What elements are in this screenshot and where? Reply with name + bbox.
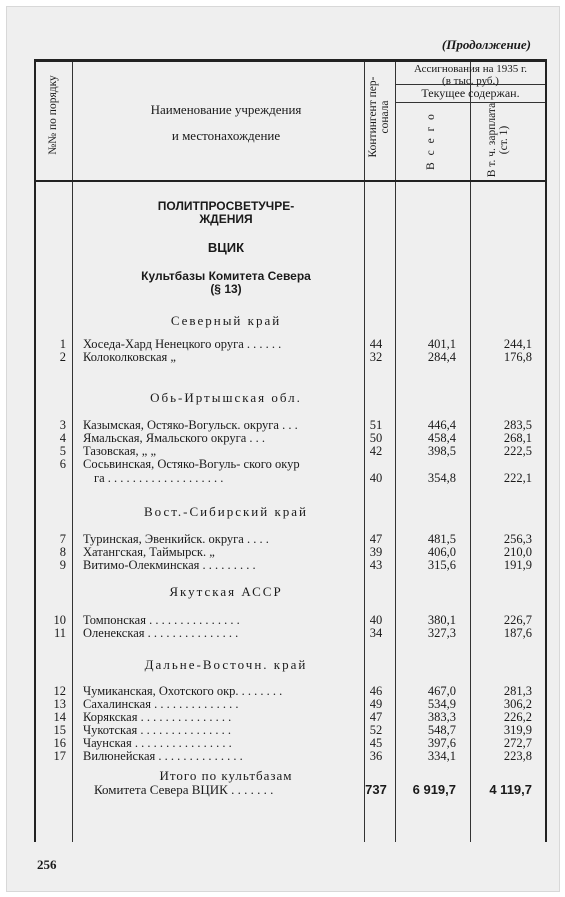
- row-number: 11: [53, 626, 66, 640]
- header-col-assign-line2: (в тыс. руб.): [442, 75, 499, 87]
- region-heading: Вост.-Сибирский край: [143, 504, 309, 519]
- row-name: Тазовская, „ „: [83, 445, 157, 458]
- row-salary: 226,2: [503, 710, 532, 724]
- row-total: 284,4: [427, 350, 456, 364]
- document-page: [6, 6, 560, 892]
- row-kontingent: 46: [369, 684, 383, 698]
- row-name: Витимо-Олекминская . . . . . . . . .: [83, 559, 256, 572]
- row-kontingent: 36: [369, 749, 383, 763]
- row-kontingent: 44: [369, 337, 383, 351]
- header-col-current: Текущее содержан.: [421, 86, 520, 100]
- row-name: Корякская . . . . . . . . . . . . . . .: [83, 711, 232, 724]
- row-total: 548,7: [427, 723, 456, 737]
- table-row: [36, 614, 545, 627]
- row-total: 401,1: [427, 337, 456, 351]
- region-heading: Обь-Иртышская обл.: [150, 390, 302, 405]
- row-total: 397,6: [427, 736, 456, 750]
- table-row: [36, 432, 545, 445]
- row-kontingent: 45: [369, 736, 383, 750]
- row-number: 5: [59, 444, 66, 458]
- table-row: [36, 338, 545, 351]
- row-name: Оленекская . . . . . . . . . . . . . . .: [83, 627, 239, 640]
- section-title-line1: ПОЛИТПРОСВЕТУЧРЕ-: [157, 199, 295, 213]
- row-salary: 222,5: [503, 444, 532, 458]
- row-kontingent: 39: [369, 545, 383, 559]
- row-kontingent: 52: [369, 723, 383, 737]
- row-number: 17: [53, 749, 66, 763]
- table-row: [36, 685, 545, 698]
- row-salary: 187,6: [503, 626, 532, 640]
- header-bottom-line: [36, 180, 545, 182]
- row-kontingent: 34: [369, 626, 383, 640]
- table-row: [36, 546, 545, 559]
- totals-total: 6 919,7: [412, 782, 456, 797]
- table-row: [36, 724, 545, 737]
- row-kontingent: 49: [369, 697, 383, 711]
- table-row: [36, 458, 545, 471]
- row-total: 334,1: [427, 749, 456, 763]
- row-salary: 244,1: [503, 337, 532, 351]
- row-salary: 319,9: [503, 723, 532, 737]
- row-salary: 283,5: [503, 418, 532, 432]
- table-row: [36, 419, 545, 432]
- row-salary: 272,7: [503, 736, 532, 750]
- region-heading: Якутская АССР: [169, 584, 283, 599]
- row-number: 6: [59, 457, 66, 471]
- row-number: 15: [53, 723, 66, 737]
- row-number: 2: [59, 350, 66, 364]
- row-total: 534,9: [427, 697, 456, 711]
- row-total: 380,1: [427, 613, 456, 627]
- header-col-assign: [396, 63, 545, 87]
- continuation-label: (Продолжение): [441, 37, 531, 52]
- row-total: 354,8: [427, 471, 456, 485]
- row-number: 13: [53, 697, 66, 711]
- row-number: 10: [53, 613, 66, 627]
- row-number: 9: [59, 558, 66, 572]
- row-name: Томпонская . . . . . . . . . . . . . . .: [83, 614, 240, 627]
- row-salary: 176,8: [503, 350, 532, 364]
- row-kontingent: 42: [369, 444, 383, 458]
- table-row: [36, 698, 545, 711]
- row-name: Колоколковская „: [83, 351, 176, 364]
- row-total: 446,4: [427, 418, 456, 432]
- header-col-name: [96, 102, 356, 144]
- region-heading: Северный край: [170, 313, 282, 328]
- row-total: 327,3: [427, 626, 456, 640]
- row-name: Чаунская . . . . . . . . . . . . . . . .: [83, 737, 232, 750]
- row-kontingent: 47: [369, 532, 383, 546]
- header-col-name-line2: и местонахождение: [171, 128, 281, 143]
- row-number: 16: [53, 736, 66, 750]
- row-name: Хатангская, Таймырск. „: [83, 546, 215, 559]
- row-number: 3: [59, 418, 66, 432]
- header-col-total: В с е г о: [425, 112, 437, 170]
- row-total: 458,4: [427, 431, 456, 445]
- section-subtitle-line1: Культбазы Комитета Севера: [141, 269, 311, 283]
- table-row: [36, 351, 545, 364]
- row-total: 315,6: [427, 558, 456, 572]
- table-row: [36, 711, 545, 724]
- row-kontingent: 50: [369, 431, 383, 445]
- row-salary: 222,1: [503, 471, 532, 485]
- row-number: 8: [59, 545, 66, 559]
- row-salary: 281,3: [503, 684, 532, 698]
- row-name: Ямальская, Ямальского округа . . .: [83, 432, 266, 445]
- row-name: Туринская, Эвенкийск. округа . . . .: [83, 533, 269, 546]
- row-total: 406,0: [427, 545, 456, 559]
- table-row: [36, 559, 545, 572]
- row-salary: 226,7: [503, 613, 532, 627]
- row-kontingent: 40: [369, 613, 383, 627]
- totals-label-line1: Итого по культбазам: [159, 768, 293, 783]
- region-heading: Дальне-Восточн. край: [144, 657, 308, 672]
- section-subtitle-line2: (§ 13): [210, 282, 242, 296]
- row-salary: 268,1: [503, 431, 532, 445]
- page-number: 256: [37, 857, 57, 872]
- section-org: ВЦИК: [207, 240, 245, 255]
- row-salary: 191,9: [503, 558, 532, 572]
- totals-salary: 4 119,7: [489, 782, 532, 797]
- totals-kontingent: 737: [365, 782, 387, 797]
- budget-table: [34, 59, 547, 842]
- row-total: 481,5: [427, 532, 456, 546]
- header-col-name-line1: Наименование учреждения: [150, 102, 302, 117]
- row-salary: 256,3: [503, 532, 532, 546]
- row-name: Сахалинская . . . . . . . . . . . . . .: [83, 698, 239, 711]
- section-subtitle: [96, 270, 356, 296]
- row-kontingent: 47: [369, 710, 383, 724]
- header-col-kontingent: Контингент пер- сонала: [367, 76, 391, 158]
- row-kontingent: 32: [369, 350, 383, 364]
- row-salary: 306,2: [503, 697, 532, 711]
- row-total: 398,5: [427, 444, 456, 458]
- row-number: 1: [59, 337, 66, 351]
- row-name: Сосьвинская, Остяко-Вогуль- ского окур: [83, 458, 300, 471]
- row-kontingent: 51: [369, 418, 383, 432]
- row-number: 12: [53, 684, 66, 698]
- section-title: [96, 200, 356, 226]
- section-title-line2: ЖДЕНИЯ: [199, 212, 253, 226]
- table-row: [36, 750, 545, 763]
- table-row: [36, 737, 545, 750]
- row-number: 14: [53, 710, 66, 724]
- table-row: [36, 627, 545, 640]
- row-total: 383,3: [427, 710, 456, 724]
- row-salary: 210,0: [503, 545, 532, 559]
- row-name: Казымская, Остяко-Вогульск. округа . . .: [83, 419, 298, 432]
- row-number: 7: [59, 532, 66, 546]
- row-total: 467,0: [427, 684, 456, 698]
- table-row: [36, 472, 545, 485]
- row-salary: 223,8: [503, 749, 532, 763]
- header-col-salary: В т. ч. зарплата (ст. 1): [486, 102, 510, 178]
- table-row: [36, 533, 545, 546]
- row-name: га . . . . . . . . . . . . . . . . . . .: [94, 472, 224, 485]
- row-name: Чумиканская, Охотского окр. . . . . . . .: [83, 685, 283, 698]
- row-name: Чукотская . . . . . . . . . . . . . . .: [83, 724, 231, 737]
- header-col-no: №№ по порядку: [47, 75, 59, 155]
- row-name: Вилюнейская . . . . . . . . . . . . . .: [83, 750, 243, 763]
- table-row: [36, 445, 545, 458]
- row-kontingent: 43: [369, 558, 383, 572]
- totals-label-line2: Комитета Севера ВЦИК . . . . . . .: [94, 782, 274, 797]
- header-col-assign-line1: Ассигнования на 1935 г.: [413, 63, 528, 75]
- row-name: Хоседа-Хард Ненецкого оруга . . . . . .: [83, 338, 282, 351]
- row-kontingent: 40: [369, 471, 383, 485]
- row-number: 4: [59, 431, 66, 445]
